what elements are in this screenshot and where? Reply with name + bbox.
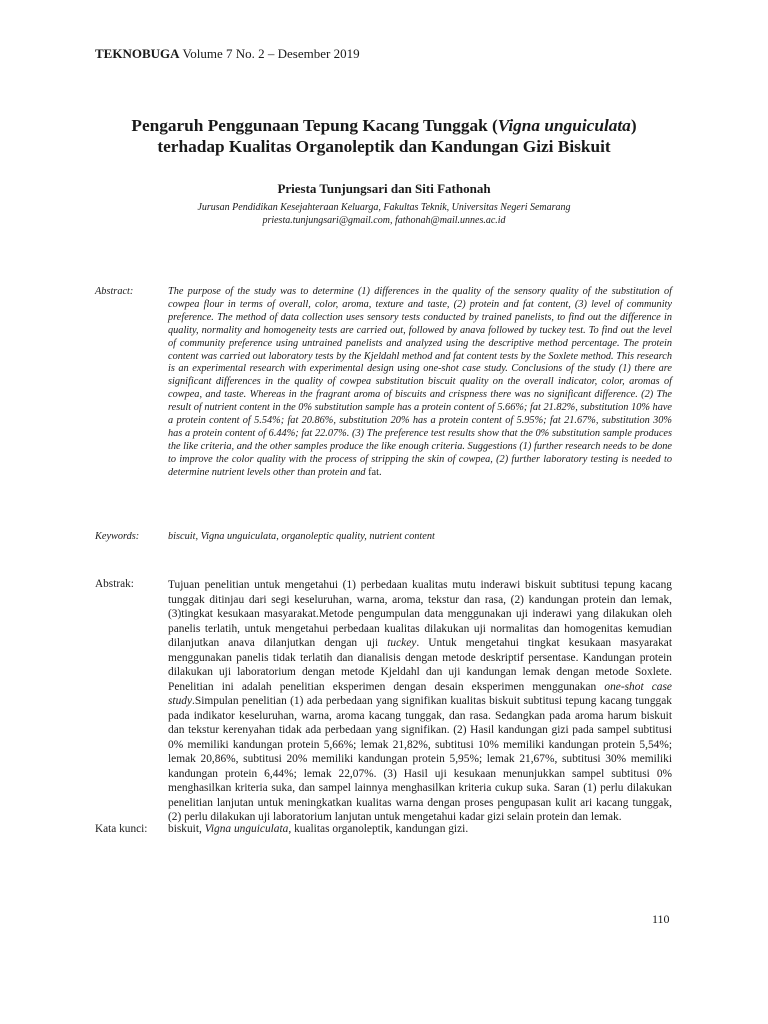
author-emails: priesta.tunjungsari@gmail.com, fathonah@mail.unnes.ac.id: [262, 215, 506, 226]
abstract-en-label: Abstract:: [95, 286, 134, 297]
abstract-en-tail: fat.: [368, 466, 382, 478]
abstrak-p3: .Simpulan penelitian (1) ada perbedaan yang signifikan kualitas biskuit subtitusi tepung kacang tunggak pada indikator keseluruhan, warna, aroma kacang tunggak, dan rasa. Sedangkan pada aroma harum biskuit dan tekstur kerenyahan tidak ada perbedaan yang signifikan. (2) Hasil kandungan gizi pada sampel subtitusi 0% memiliki kandungan protein 5,66%; lemak 21,82%, subtitusi 10% memiliki kandungan protein 5,54%; lemak 20,86%, subtitusi 20% memiliki kandungan protein 5,95%; lemak 21,67%, subtitusi 30% memiliki kandungan protein 6,44%; lemak 22,07%. (3) Hasil uji kesukaan menunjukkan sampel subtitusi 0% menghasilkan kriteria suka, dan sampel lainnya menghasilkan kriteria cukup suka. Saran (1) perlu dilakukan penelitian lanjutan untuk meningkatkan kualitas warna dengan proses pengupasan kulit ari kacang tunggak, (2) perlu dilakukan uji laboratorium lanjutan untuk mengetahui kadar gizi selain protein dan lemak.: [168, 695, 672, 823]
keywords-en: biscuit, Vigna unguiculata, organoleptic quality, nutrient content: [168, 531, 435, 542]
kata-kunci-pre: biskuit,: [168, 823, 202, 835]
abstract-en-text: The purpose of the study was to determine (1) differences in the quality of the sensory quality of the substitution of cowpea flour in terms of overall, color, aroma, texture and taste, (2) protein and fat content, (3) level of community preference. The method of data collection uses sensory tests conducted by trained panelists, to find out the difference in quality, normality and homogeneity tests are carried out, followed by anava followed by tuckey test. To find out the level of community preference using untrained panelists and analyzed using the descriptive method percentage. The protein content was carried out laboratory tests by the Kjeldahl method and fat content tests by the Soxlete method. This research is an experimental research with experimental design using one-shot case study. Conclusions of the study (1) there are significant differences in the quality of cowpea substitution biscuit quality on the overall indicator, color, aromas of cowpea, and taste. Whereas in the fragrant aroma of biscuits and crispness there was no significant difference. (2) The result of nutrient content in the 0% substitution sample has a protein content of 5.66%; fat 21.82%, substitution 10% have a protein content of 5.54%; fat 20.86%, substitution 20% has a protein content of 5.95%; fat 21.67%, substitution 30% has a protein content of 6.44%; fat 22.07%. (3) The preference test results show that the 0% substitution sample produces the like criteria, and the other samples produce the like enough criteria. Suggestions (1) further research needs to be done to improve the color quality with the process of stripping the skin of cowpea, (2) further laboratory testing is needed to determine nutrient levels other than protein and: [168, 286, 672, 478]
abstrak-p2: . Untuk mengetahui tingkat kesukaan masyarakat menggunakan panelis tidak terlatih dan dianalisis dengan metode deskriptif persentase. Kandungan protein dilakukan uji laboratorium dengan metode Kjeldahl dan uji kandungan lemak dengan metode Soxlete. Penelitian ini adalah penelitian eksperimen dengan desain eksperimen menggunakan: [168, 637, 672, 693]
abstrak-oneshot: one-shot case study: [168, 680, 672, 707]
abstract-en-body: [168, 286, 672, 480]
abstrak-body: [168, 578, 672, 825]
page-number: 110: [652, 912, 670, 926]
abstrak-label: Abstrak:: [95, 578, 134, 590]
kata-kunci-species: Vigna unguiculata: [204, 823, 289, 835]
title-part2: ): [630, 116, 637, 135]
authors: Priesta Tunjungsari dan Siti Fathonah: [277, 181, 491, 196]
title-line2: terhadap Kualitas Organoleptik dan Kandungan Gizi Biskuit: [157, 137, 611, 156]
abstrak-tuckey: tuckey: [387, 637, 417, 649]
kata-kunci-label: Kata kunci:: [95, 823, 148, 835]
affiliation: Jurusan Pendidikan Kesejahteraan Keluarga, Fakultas Teknik, Universitas Negeri Semarang: [197, 202, 571, 213]
journal-header: [95, 46, 360, 62]
kata-kunci: [168, 823, 468, 835]
title-part1: Pengaruh Penggunaan Tepung Kacang Tunggak (: [131, 116, 498, 135]
abstrak-p1: Tujuan penelitian untuk mengetahui (1) perbedaan kualitas mutu inderawi biskuit subtitusi tepung kacang tunggak ditinjau dari segi keseluruhan, warna, aroma, tekstur dan rasa, (2) kandungan protein dan lemak, (3)tingkat kesukaan masyarakat.Metode pengumpulan data menggunakan uji inderawi yang dilakukan oleh panelis terlatih, untuk mengetahui perbedaan kualitas dilakukan uji normalitas dan homogenitas kemudian dilanjutkan anava dilanjutkan dengan uji: [168, 579, 672, 649]
journal-name: TEKNOBUGA: [95, 46, 180, 61]
paper-title: [60, 115, 708, 157]
journal-issue: Volume 7 No. 2 – Desember 2019: [182, 46, 360, 61]
title-species: Vigna unguiculata: [497, 116, 631, 135]
kata-kunci-post: , kualitas organoleptik, kandungan gizi.: [288, 823, 469, 835]
keywords-en-label: Keywords:: [95, 531, 140, 542]
